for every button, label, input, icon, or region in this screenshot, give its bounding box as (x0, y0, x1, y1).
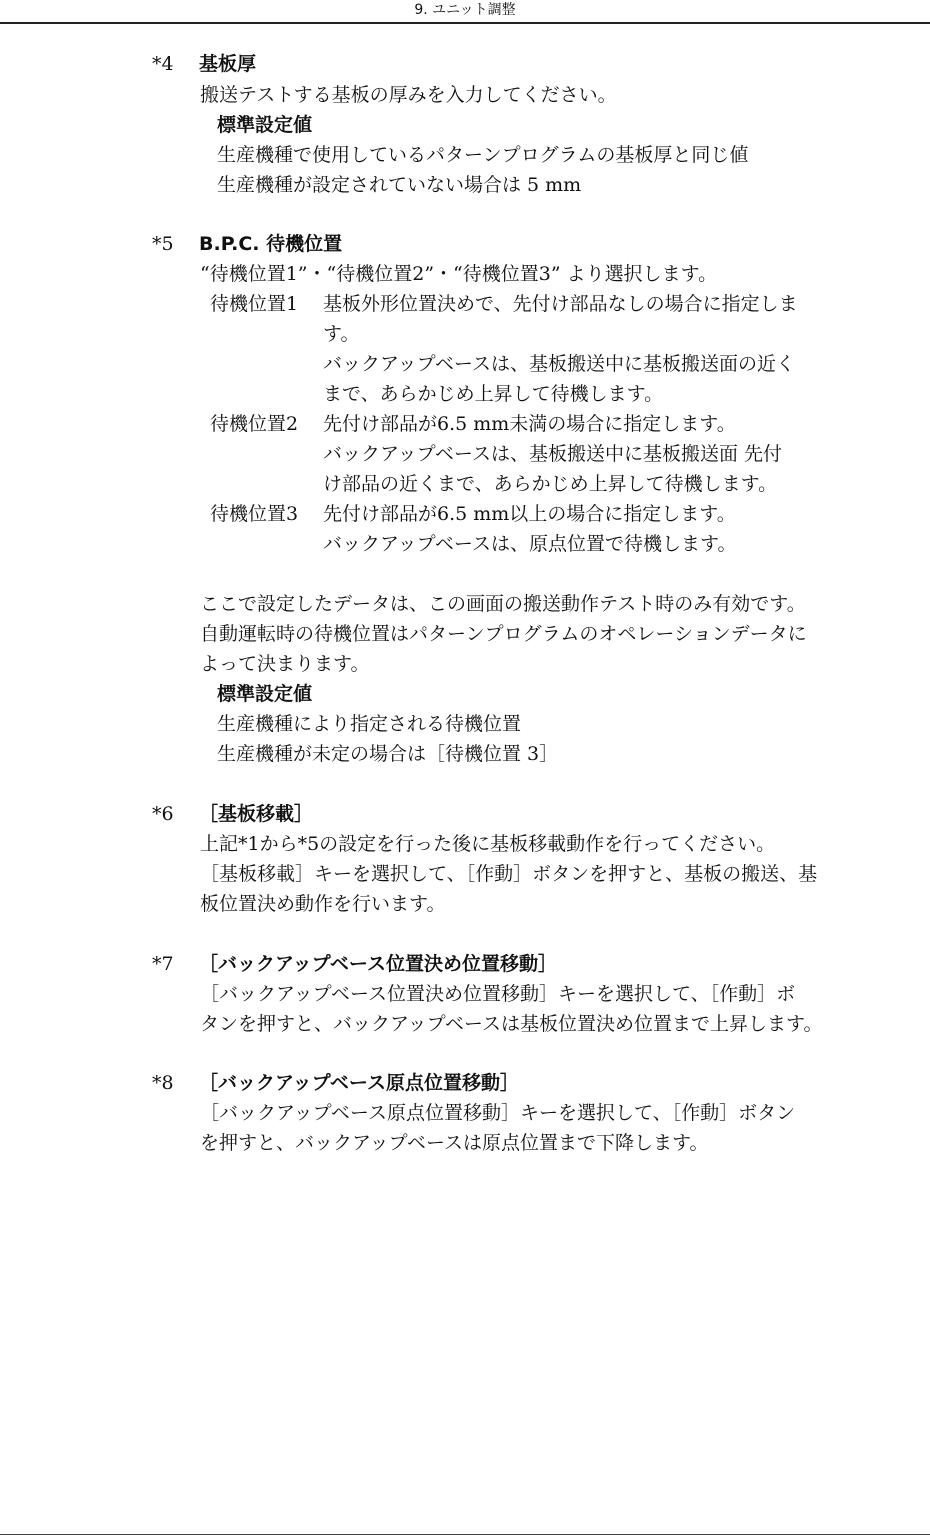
section-7-line: ［バックアップベース位置決め位置移動］キーを選択して、［作動］ボ (200, 983, 796, 1005)
section-4-title: 基板厚 (199, 53, 257, 75)
section-5-intro: “待機位置1”・“待機位置2”・“待機位置3” より選択します。 (200, 263, 718, 285)
standby-position-2-line: バックアップベースは、基板搬送中に基板搬送面 先付 (323, 443, 783, 465)
section-4-std-line: 生産機種が設定されていない場合は 5 mm (217, 174, 582, 196)
standby-position-1-line: バックアップベースは、基板搬送中に基板搬送面の近く (323, 353, 795, 375)
section-5-std-title: 標準設定値 (217, 683, 313, 705)
standby-position-1-term: 待機位置1 (210, 293, 299, 315)
section-4-text: 搬送テストする基板の厚みを入力してください。 (200, 84, 617, 106)
section-8-line: ［バックアップベース原点位置移動］キーを選択して、［作動］ボタン (200, 1102, 796, 1124)
section-5-note-line: 自動運転時の待機位置はパターンプログラムのオペレーションデータに (200, 623, 807, 645)
section-5-std-line: 生産機種が未定の場合は［待機位置 3］ (217, 743, 559, 765)
section-4-number: *4 (152, 53, 174, 75)
footer-rule (0, 1534, 930, 1535)
section-5-note-line: ここで設定したデータは、この画面の搬送動作テスト時のみ有効です。 (200, 593, 806, 615)
section-7-title: ［バックアップベース位置決め位置移動］ (199, 953, 557, 975)
section-5-number: *5 (152, 233, 174, 255)
section-6-title: ［基板移載］ (199, 803, 314, 825)
section-6-line: 上記*1から*5の設定を行った後に基板移載動作を行ってください。 (200, 833, 776, 855)
section-6-line: ［基板移載］キーを選択して、［作動］ボタンを押すと、基板の搬送、基 (200, 863, 818, 885)
page-header-title: 9. ユニット調整 (414, 2, 516, 18)
page-header (0, 0, 930, 24)
standby-position-2-term: 待機位置2 (210, 413, 299, 435)
section-6-number: *6 (152, 803, 174, 825)
standby-position-3-line: 先付け部品が6.5 mm以上の場合に指定します。 (323, 503, 736, 525)
section-8-line: を押すと、バックアップベースは原点位置まで下降します。 (200, 1132, 709, 1154)
standby-position-1-line: 基板外形位置決めで、先付け部品なしの場合に指定しま (323, 293, 798, 315)
section-5-std-line: 生産機種により指定される待機位置 (217, 713, 522, 735)
section-5-title: B.P.C. 待機位置 (199, 233, 343, 255)
standby-position-1-line: まで、あらかじめ上昇して待機します。 (323, 383, 664, 405)
standby-position-3-term: 待機位置3 (210, 503, 299, 525)
section-4-std-title: 標準設定値 (217, 114, 313, 136)
section-4-std-line: 生産機種で使用しているパターンプログラムの基板厚と同じ値 (217, 144, 749, 166)
section-7-line: タンを押すと、バックアップベースは基板位置決め位置まで上昇します。 (200, 1013, 823, 1035)
section-8-title: ［バックアップベース原点位置移動］ (199, 1072, 519, 1094)
standby-position-3-line: バックアップベースは、原点位置で待機します。 (323, 533, 737, 555)
standby-position-2-line: け部品の近くまで、あらかじめ上昇して待機します。 (323, 473, 778, 495)
standby-position-2-line: 先付け部品が6.5 mm未満の場合に指定します。 (323, 413, 736, 435)
section-6-line: 板位置決め動作を行います。 (200, 893, 446, 915)
section-8-number: *8 (152, 1072, 174, 1094)
section-7-number: *7 (152, 953, 174, 975)
standby-position-1-line: す。 (323, 323, 360, 345)
section-5-note-line: よって決まります。 (200, 653, 370, 675)
